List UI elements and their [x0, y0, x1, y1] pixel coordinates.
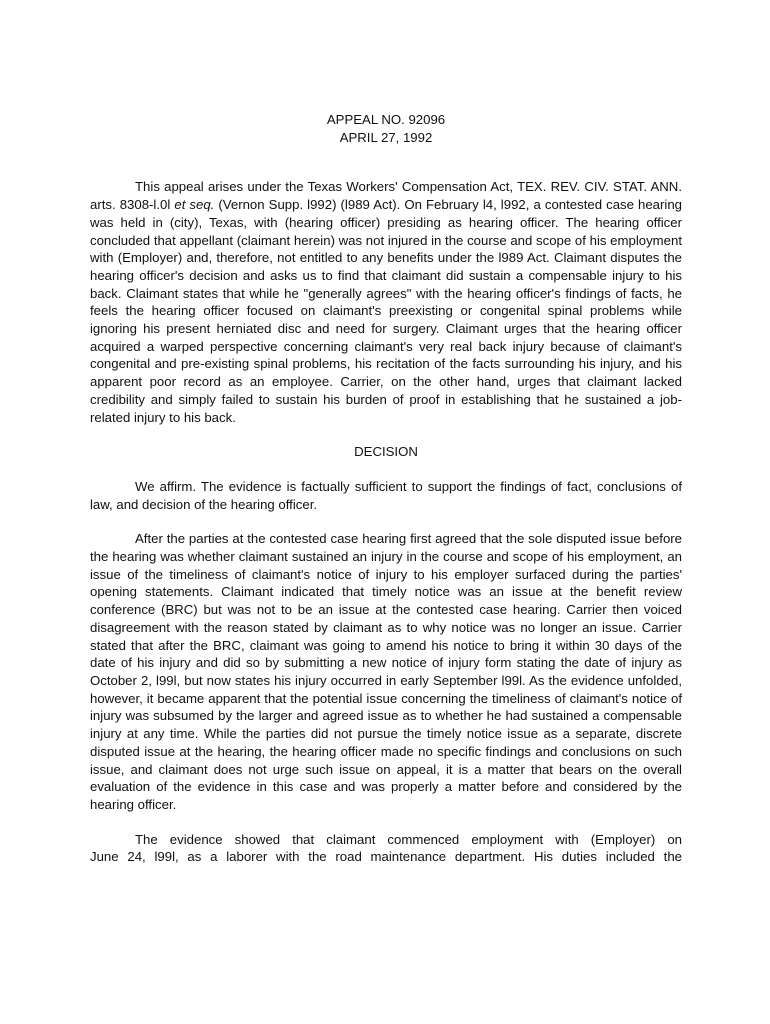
paragraph-evidence [90, 831, 682, 866]
appeal-number: APPEAL NO. 92096 [326, 112, 446, 127]
paragraph-intro-text-a: This appeal arises under the Texas Workers' Compensation Act, TEX. REV. CIV. STAT. ANN. arts. 8308-l.0l [90, 179, 682, 213]
paragraph-evidence-line-2: June 24, l99l, as a laborer with the road maintenance department. His duties included the [90, 849, 682, 865]
et-seq-italic: et seq. [174, 197, 215, 213]
document-page [90, 111, 682, 866]
paragraph-evidence-line-1: The evidence showed that claimant commenced employment with (Employer) on [135, 831, 682, 847]
document-header [90, 111, 682, 146]
appeal-date: APRIL 27, 1992 [339, 129, 433, 145]
paragraph-affirm: We affirm. The evidence is factually sufficient to support the findings of fact, conclusions of law, and decision of the hearing officer. [90, 478, 682, 512]
decision-heading: DECISION [354, 444, 418, 460]
paragraph-intro [90, 178, 682, 426]
paragraph-notice-issue: After the parties at the contested case hearing first agreed that the sole disputed issue before the hearing was whether claimant sustained an injury in the course and scope of his employment, an issue of the timeliness of claimant's notice of injury to his employer surfaced during the parties' opening statements. Claimant indicated that timely notice was an issue at the benefit review conference (BRC) but was not to be an issue at the contested case hearing. Carrier then voiced disagreement with the reason stated by claimant as to why notice was no longer an issue. Carrier stated that after the BRC, claimant was going to amend his notice to bring it within 30 days of the date of his injury and did so by submitting a new notice of injury form stating the date of injury as October 2, l99l, but now states his injury occurred in early September l99l. As the evidence unfolded, however, it became apparent that the potential issue concerning the timeliness of claimant's notice of injury was subsumed by the larger and agreed issue as to whether he had sustained a compensable injury at any time. While the parties did not pursue the timely notice issue as a separate, discrete disputed issue at the hearing, the hearing officer made no specific findings and conclusions on such issue, and claimant does not urge such issue on appeal, it is a matter that bears on the overall evaluation of the evidence in this case and was properly a matter before and considered by the hearing officer. [90, 531, 682, 812]
paragraph-intro-text-b: (Vernon Supp. l992) (l989 Act). On February l4, l992, a contested case hearing was held in (city), Texas, with (hearing officer) presiding as hearing officer. The hearing officer concluded that appellant (claimant herein) was not injured in the course and scope of his employment with (Employer) and, therefore, not entitled to any benefits under the l989 Act. Claimant disputes the hearing officer's decision and asks us to find that claimant did sustain a compensable injury to his back. Claimant states that while he "generally agrees" with the hearing officer's findings of facts, he feels the hearing officer focused on claimant's preexisting or congenital spinal problems while ignoring his present herniated disc and need for surgery. Claimant urges that the hearing officer acquired a warped perspective concerning claimant's very real back injury because of claimant's congenital and pre-existing spinal problems, his recitation of the facts surrounding his injury, and his apparent poor record as an employee. Carrier, on the other hand, urges that claimant lacked credibility and simply failed to sustain his burden of proof in establishing that he sustained a job-related injury to his back. [90, 197, 683, 425]
